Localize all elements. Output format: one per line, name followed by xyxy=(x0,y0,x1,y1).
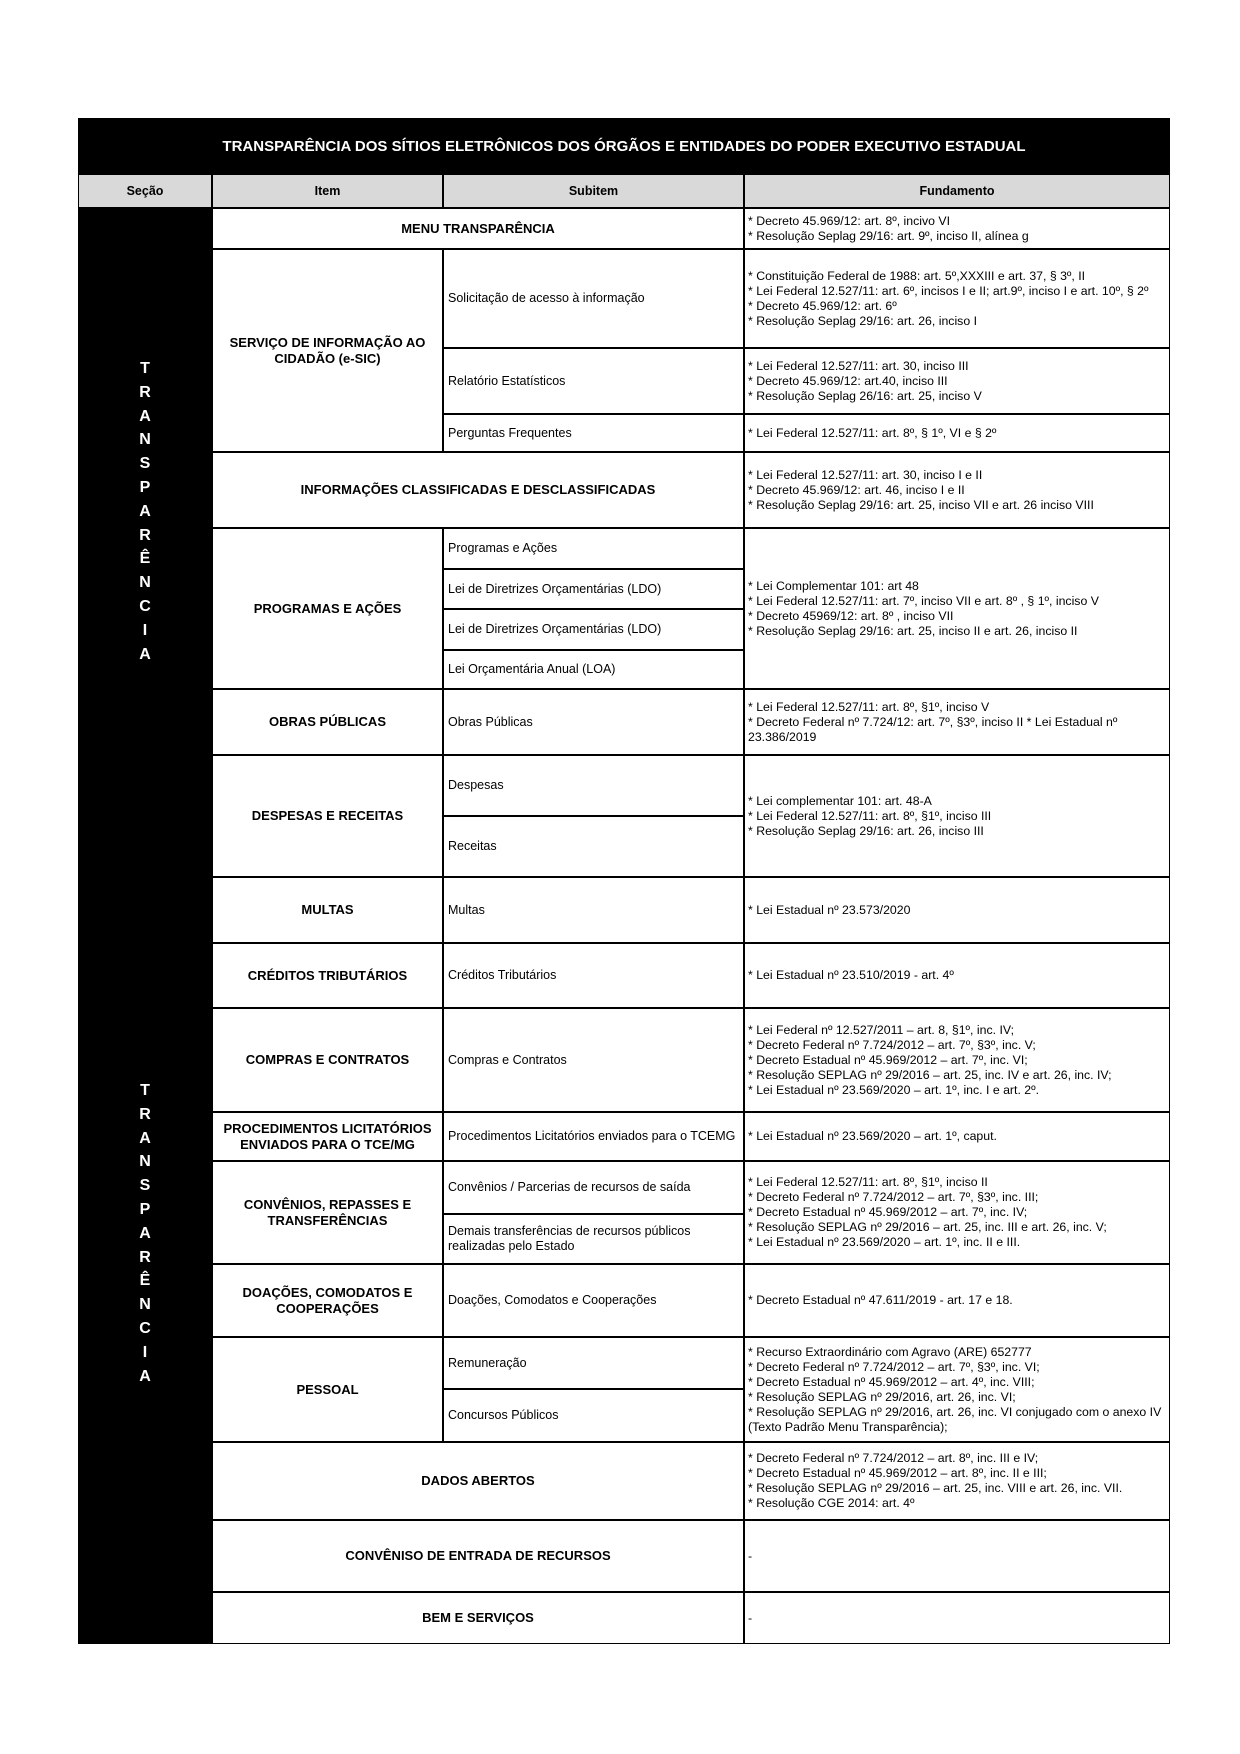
subitem-label: Obras Públicas xyxy=(448,714,533,729)
subitem-label: Lei de Diretrizes Orçamentárias (LDO) xyxy=(448,622,662,636)
fundamento-text xyxy=(748,214,1166,244)
secao-letter: A xyxy=(139,502,151,520)
subitem-label: Remuneração xyxy=(448,1355,527,1370)
subitem-label: Concursos Públicos xyxy=(448,1408,559,1422)
subitem-cell xyxy=(443,755,744,816)
subitem-label: Lei de Diretrizes Orçamentárias (LDO) xyxy=(448,581,662,596)
secao-column xyxy=(78,208,212,812)
secao-letter: P xyxy=(139,1200,151,1218)
secao-letter: N xyxy=(139,1153,151,1171)
fundamento-cell xyxy=(744,689,1170,755)
fundamento-line: * Resolução SEPLAG nº 29/2016 – art. 25, inc. VIII e art. 26, inc. VII. xyxy=(748,1481,1123,1495)
subitem-cell xyxy=(443,1214,744,1264)
subitem-label: Procedimentos Licitatórios enviados para o TCEMG xyxy=(448,1129,736,1143)
secao-letter: Ê xyxy=(139,1272,151,1290)
secao-letter: C xyxy=(139,1319,151,1337)
fundamento-line: * Lei Estadual nº 23.573/2020 xyxy=(748,902,911,917)
header-subitem xyxy=(443,174,744,208)
fundamento-text xyxy=(748,1293,1166,1308)
item-label: MENU TRANSPARÊNCIA xyxy=(401,220,555,236)
subitem-label: Convênios / Parcerias de recursos de saída xyxy=(448,1180,691,1194)
secao-letter: I xyxy=(142,1343,148,1361)
item-label: PESSOAL xyxy=(296,1381,359,1397)
fundamento-cell xyxy=(744,348,1170,414)
secao-vertical-label xyxy=(139,357,151,666)
fundamento-text xyxy=(748,903,1166,918)
fundamento-text xyxy=(748,794,1166,839)
fundamento-line: * Resolução SEPLAG nº 29/2016 – art. 25, inc. IV e art. 26, inc. IV; xyxy=(748,1067,1112,1082)
secao-letter: I xyxy=(142,621,148,639)
item-cell xyxy=(212,755,443,877)
item-label: OBRAS PÚBLICAS xyxy=(268,714,386,729)
fundamento-text xyxy=(748,1129,1166,1144)
fundamento-line: * Decreto Federal nº 7.724/2012 – art. 8º, inc. III e IV; xyxy=(748,1451,1039,1465)
fundamento-line: * Resolução Seplag 29/16: art. 9º, inciso II, alínea g xyxy=(748,228,1029,243)
fundamento-line: * Lei Federal 12.527/11: art. 30, inciso I e II xyxy=(748,467,983,482)
item-cell xyxy=(212,943,443,1008)
fundamento-cell xyxy=(744,943,1170,1008)
item-cell xyxy=(212,689,443,755)
secao-letter: R xyxy=(139,1105,151,1123)
fundamento-line: * Recurso Extraordinário com Agravo (ARE) 652777 xyxy=(748,1344,1032,1359)
fundamento-cell xyxy=(744,1161,1170,1264)
subitem-label: Despesas xyxy=(448,778,504,792)
subitem-cell xyxy=(443,877,744,943)
secao-letter: T xyxy=(140,360,150,377)
fundamento-cell xyxy=(744,1008,1170,1112)
fundamento-line: * Lei Federal nº 12.527/2011 – art. 8, §1º, inc. IV; xyxy=(748,1022,1015,1037)
item-label: DADOS ABERTOS xyxy=(421,1473,535,1488)
secao-column xyxy=(78,812,212,1644)
item-cell xyxy=(212,208,744,249)
secao-letter: A xyxy=(139,1224,151,1242)
subitem-label: Lei Orçamentária Anual (LOA) xyxy=(448,662,616,676)
subitem-label: Perguntas Frequentes xyxy=(448,425,572,440)
fundamento-line: * Decreto Federal nº 7.724/2012 – art. 7º, §3º, inc. V; xyxy=(748,1037,1036,1052)
subitem-cell xyxy=(443,528,744,569)
fundamento-line: * Resolução SEPLAG nº 29/2016, art. 26, inc. VI; xyxy=(748,1389,1016,1404)
subitem-label: Demais transferências de recursos públicos realizadas pelo Estado xyxy=(448,1224,691,1253)
fundamento-line: * Lei Federal 12.527/11: art. 30, inciso III xyxy=(748,358,969,373)
item-cell xyxy=(212,1442,744,1520)
subitem-cell xyxy=(443,1008,744,1112)
fundamento-line: * Lei Estadual nº 23.569/2020 – art. 1º, inc. II e III. xyxy=(748,1235,1021,1249)
fundamento-text xyxy=(748,269,1166,329)
fundamento-line: * Lei Federal 12.527/11: art. 8º, §1º, inciso II xyxy=(748,1175,988,1189)
item-label: DOAÇÕES, COMODATOS E COOPERAÇÕES xyxy=(242,1284,413,1316)
fundamento-line: * Decreto 45.969/12: art. 8º, incivo VI xyxy=(748,213,951,228)
fundamento-cell xyxy=(744,1592,1170,1644)
subitem-label: Receitas xyxy=(448,839,497,853)
secao-letter: Ê xyxy=(139,550,151,568)
fundamento-line: * Lei Federal 12.527/11: art. 6º, incisos I e II; art.9º, inciso I e art. 10º, § 2º xyxy=(748,283,1149,298)
fundamento-line: * Constituição Federal de 1988: art. 5º,XXXIII e art. 37, § 3º, II xyxy=(748,268,1086,283)
fundamento-text xyxy=(748,1451,1166,1511)
secao-letter: R xyxy=(139,1248,151,1266)
secao-letter: N xyxy=(139,431,151,449)
fundamento-text xyxy=(748,968,1166,983)
item-label: DESPESAS E RECEITAS xyxy=(251,808,404,823)
fundamento-line: * Resolução Seplag 26/16: art. 25, inciso V xyxy=(748,388,982,403)
fundamento-line: * Lei Federal 12.527/11: art. 8º, § 1º, VI e § 2º xyxy=(748,425,997,440)
fundamento-cell xyxy=(744,1520,1170,1592)
fundamento-line: * Resolução SEPLAG nº 29/2016 – art. 25, inc. III e art. 26, inc. V; xyxy=(748,1220,1107,1234)
fundamento-line: * Resolução CGE 2014: art. 4º xyxy=(748,1496,915,1510)
fundamento-text xyxy=(748,359,1166,404)
fundamento-cell xyxy=(744,452,1170,528)
fundamento-line: * Decreto 45.969/12: art. 46, inciso I e II xyxy=(748,482,965,497)
fundamento-line: * Lei Federal 12.527/11: art. 8º, §1º, inciso III xyxy=(748,808,992,823)
fundamento-line: - xyxy=(748,1610,753,1625)
fundamento-cell xyxy=(744,528,1170,689)
item-label: SERVIÇO DE INFORMAÇÃO AO CIDADÃO (e-SIC) xyxy=(229,334,426,366)
item-label: MULTAS xyxy=(301,902,354,917)
fundamento-text xyxy=(748,1023,1166,1098)
subitem-label: Programas e Ações xyxy=(448,541,558,555)
subitem-cell xyxy=(443,348,744,414)
document-title-text: TRANSPARÊNCIA DOS SÍTIOS ELETRÔNICOS DOS ÓRGÃOS E ENTIDADES DO PODER EXECUTIVO ESTADUAL xyxy=(222,137,1026,155)
item-cell xyxy=(212,528,443,689)
subitem-cell xyxy=(443,1337,744,1389)
fundamento-cell xyxy=(744,1112,1170,1161)
secao-letter: N xyxy=(139,1296,151,1314)
item-label: CRÉDITOS TRIBUTÁRIOS xyxy=(247,967,408,983)
document-title xyxy=(78,118,1170,174)
item-cell xyxy=(212,452,744,528)
subitem-label: Multas xyxy=(448,902,485,917)
subitem-cell xyxy=(443,569,744,609)
secao-letter: A xyxy=(139,407,151,425)
fundamento-line: * Lei Complementar 101: art 48 xyxy=(748,578,919,593)
subitem-label: Solicitação de acesso à informação xyxy=(448,291,645,305)
fundamento-text xyxy=(748,700,1166,745)
fundamento-text xyxy=(748,1611,1166,1626)
subitem-cell xyxy=(443,249,744,348)
secao-letter: T xyxy=(140,1082,150,1099)
fundamento-line: * Resolução Seplag 29/16: art. 25, inciso VII e art. 26 inciso VIII xyxy=(748,497,1094,512)
item-label: PROCEDIMENTOS LICITATÓRIOS ENVIADOS PARA O TCE/MG xyxy=(223,1120,432,1152)
item-cell xyxy=(212,1592,744,1644)
fundamento-line: * Decreto 45.969/12: art. 6º xyxy=(748,298,897,313)
subitem-cell xyxy=(443,943,744,1008)
fundamento-line: * Decreto Federal nº 7.724/12: art. 7º, §3º, inciso II * Lei Estadual nº 23.386/2019 xyxy=(748,714,1118,744)
item-label: BEM E SERVIÇOS xyxy=(422,1610,534,1625)
secao-letter: S xyxy=(139,455,151,473)
fundamento-cell xyxy=(744,1442,1170,1520)
fundamento-line: * Lei Federal 12.527/11: art. 8º, §1º, inciso V xyxy=(748,699,990,714)
item-cell xyxy=(212,249,443,452)
fundamento-text xyxy=(748,426,1166,441)
fundamento-line: * Resolução Seplag 29/16: art. 26, inciso I xyxy=(748,313,977,328)
item-cell xyxy=(212,1112,443,1161)
fundamento-line: * Decreto Estadual nº 45.969/2012 – art. 4º, inc. VIII; xyxy=(748,1374,1035,1389)
fundamento-line: * Decreto 45969/12: art. 8º , inciso VII xyxy=(748,608,954,623)
subitem-cell xyxy=(443,1112,744,1161)
item-cell xyxy=(212,1337,443,1442)
fundamento-text xyxy=(748,579,1166,639)
subitem-cell xyxy=(443,816,744,877)
item-label: CONVÊNIOS, REPASSES E TRANSFERÊNCIAS xyxy=(243,1196,412,1228)
fundamento-line: * Decreto Estadual nº 45.969/2012 – art. 7º, inc. IV; xyxy=(748,1205,1028,1219)
fundamento-line: * Decreto Estadual nº 47.611/2019 - art. 17 e 18. xyxy=(748,1293,1013,1307)
header-item xyxy=(212,174,443,208)
subitem-cell xyxy=(443,1389,744,1442)
subitem-cell xyxy=(443,1161,744,1214)
header-secao-label: Seção xyxy=(126,184,164,198)
header-subitem-label: Subitem xyxy=(568,184,619,198)
fundamento-cell xyxy=(744,208,1170,249)
fundamento-cell xyxy=(744,755,1170,877)
item-cell xyxy=(212,1264,443,1337)
subitem-label: Relatório Estatísticos xyxy=(448,373,566,388)
fundamento-line: * Resolução SEPLAG nº 29/2016, art. 26, inc. VI conjugado com o anexo IV (Texto Padrão Menu Transparência); xyxy=(748,1404,1162,1434)
secao-letter: P xyxy=(139,478,151,496)
secao-letter: A xyxy=(139,1367,151,1385)
fundamento-line: * Lei Estadual nº 23.569/2020 – art. 1º, inc. I e art. 2º. xyxy=(748,1082,1040,1097)
fundamento-line: * Lei Federal 12.527/11: art. 7º, inciso VII e art. 8º , § 1º, inciso V xyxy=(748,593,1099,608)
item-cell xyxy=(212,1161,443,1264)
item-label: COMPRAS E CONTRATOS xyxy=(245,1052,410,1067)
item-label: PROGRAMAS E AÇÕES xyxy=(253,600,402,616)
fundamento-line: * Decreto Estadual nº 45.969/2012 – art. 7º, inc. VI; xyxy=(748,1052,1028,1067)
header-fundamento-label: Fundamento xyxy=(919,184,995,198)
item-label: INFORMAÇÕES CLASSIFICADAS E DESCLASSIFICADAS xyxy=(300,482,656,497)
subitem-cell xyxy=(443,609,744,650)
subitem-cell xyxy=(443,689,744,755)
fundamento-text xyxy=(748,468,1166,513)
fundamento-line: * Lei complementar 101: art. 48-A xyxy=(748,793,932,808)
subitem-cell xyxy=(443,1264,744,1337)
fundamento-text xyxy=(748,1175,1166,1250)
item-cell xyxy=(212,1520,744,1592)
fundamento-cell xyxy=(744,249,1170,348)
fundamento-line: * Decreto 45.969/12: art.40, inciso III xyxy=(748,373,948,388)
subitem-label: Compras e Contratos xyxy=(448,1052,567,1067)
secao-letter: C xyxy=(139,597,151,615)
header-secao xyxy=(78,174,212,208)
secao-vertical-label xyxy=(139,1079,151,1388)
fundamento-line: * Lei Estadual nº 23.569/2020 – art. 1º, caput. xyxy=(748,1129,997,1143)
secao-letter: A xyxy=(139,645,151,663)
fundamento-line: * Resolução Seplag 29/16: art. 26, inciso III xyxy=(748,823,984,838)
fundamento-line: - xyxy=(748,1548,753,1563)
subitem-label: Doações, Comodatos e Cooperações xyxy=(448,1293,657,1307)
fundamento-text xyxy=(748,1345,1166,1435)
fundamento-cell xyxy=(744,877,1170,943)
subitem-label: Créditos Tributários xyxy=(448,968,557,982)
fundamento-line: * Decreto Federal nº 7.724/2012 – art. 7º, §3º, inc. VI; xyxy=(748,1359,1040,1374)
item-cell xyxy=(212,877,443,943)
secao-letter: A xyxy=(139,1129,151,1147)
fundamento-line: * Lei Estadual nº 23.510/2019 - art. 4º xyxy=(748,968,954,982)
fundamento-text xyxy=(748,1549,1166,1564)
secao-letter: R xyxy=(139,526,151,544)
header-item-label: Item xyxy=(314,184,341,198)
fundamento-line: * Decreto Estadual nº 45.969/2012 – art. 8º, inc. II e III; xyxy=(748,1466,1047,1480)
item-label: CONVÊNISO DE ENTRADA DE RECURSOS xyxy=(345,1548,611,1563)
fundamento-line: * Resolução Seplag 29/16: art. 25, inciso II e art. 26, inciso II xyxy=(748,623,1078,638)
item-cell xyxy=(212,1008,443,1112)
fundamento-cell xyxy=(744,1264,1170,1337)
secao-letter: R xyxy=(139,383,151,401)
subitem-cell xyxy=(443,650,744,689)
header-fundamento xyxy=(744,174,1170,208)
fundamento-line: * Decreto Federal nº 7.724/2012 – art. 7º, §3º, inc. III; xyxy=(748,1190,1039,1204)
fundamento-cell xyxy=(744,1337,1170,1442)
fundamento-cell xyxy=(744,414,1170,452)
secao-letter: N xyxy=(139,574,151,592)
secao-letter: S xyxy=(139,1177,151,1195)
subitem-cell xyxy=(443,414,744,452)
